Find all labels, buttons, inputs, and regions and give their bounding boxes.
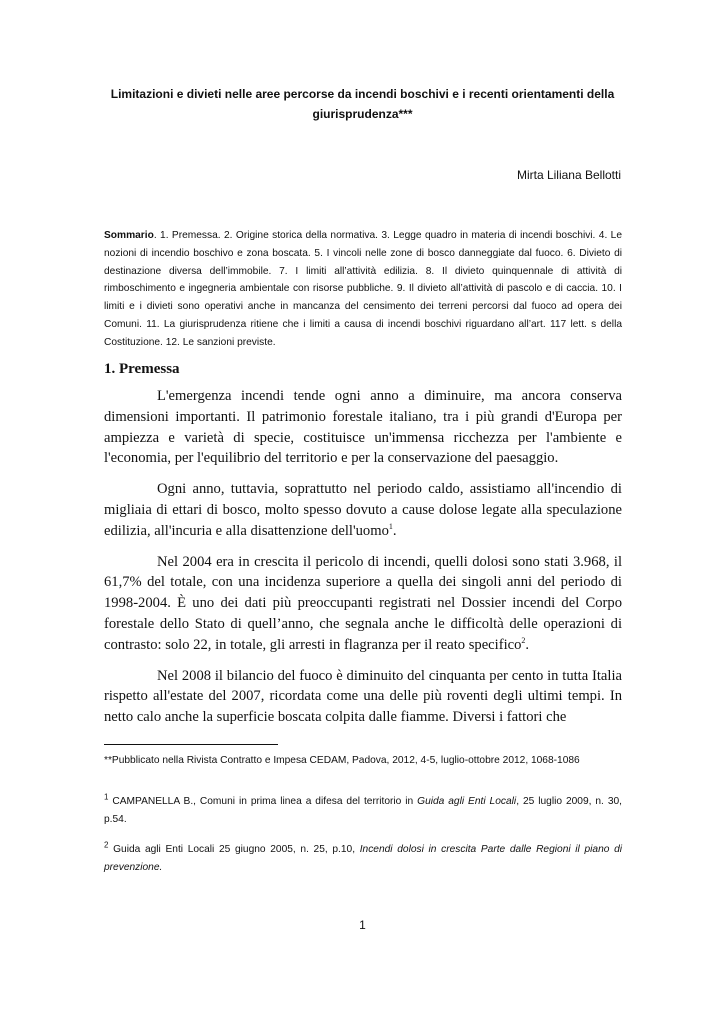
paragraph-end: .	[392, 522, 397, 539]
paragraph	[104, 386, 622, 469]
footnote-separator	[104, 744, 278, 745]
footnote-1	[104, 793, 622, 829]
summary-block	[104, 227, 622, 352]
footnote-number: 2	[104, 840, 109, 850]
footnote-number: 1	[104, 792, 109, 802]
section-heading: 1. Premessa	[104, 361, 180, 377]
footnote-text: Guida agli Enti Locali 25 giugno 2005, n. 25, p.10,	[108, 844, 360, 855]
paragraph-text: Nel 2008 il bilancio del fuoco è diminuito del cinquanta per cento in tutta Italia rispetto all'estate del 2007, ricordata come una delle più roventi degli ultimi tempi. In netto calo anche la superficie boscata colpita dalle fiamme. Diversi i fattori che	[104, 667, 622, 726]
footnote-text: CAMPANELLA B., Comuni in prima linea a difesa del territorio in	[108, 796, 418, 807]
paragraph	[104, 552, 622, 656]
footnote-italic: Guida agli Enti Locali	[417, 796, 517, 807]
footnote-2	[104, 841, 622, 877]
paragraph-text: Nel 2004 era in crescita il pericolo di incendi, quelli dolosi sono stati 3.968, il 61,7% del totale, con una incidenza superiore a quella dei singoli anni del periodo di 1998-2004. È uno dei dati più preoccupanti registrati nel Dossier incendi del Corpo forestale dello Stato di quell’anno, che segnala anche le difficoltà delle operazioni di contrasto: solo 22, in totale, gli arresti in flagranza per il reato specifico	[104, 553, 622, 653]
footnote-tail: , 25 luglio 2009, n. 30, p.54.	[104, 796, 622, 825]
paragraph	[104, 479, 622, 541]
footnote-publication: **Pubblicato nella Rivista Contratto e Impesa CEDAM, Padova, 2012, 4-5, luglio-ottobre 2012, 1068-1086	[104, 755, 580, 766]
page-number: 1	[359, 918, 366, 932]
author-name: Mirta Liliana Bellotti	[516, 168, 621, 182]
paragraph-end: .	[525, 636, 530, 653]
paragraph-text: L'emergenza incendi tende ogni anno a diminuire, ma ancora conserva dimensioni importanti. Il patrimonio forestale italiano, tra i più grandi d'Europa per ampiezza e varietà di specie, costituisce un'immensa ricchezza per l'ambiente e l'economia, per l'equilibrio del territorio e per la conservazione del paesaggio.	[104, 388, 622, 467]
body-text	[104, 386, 622, 738]
paragraph	[104, 666, 622, 728]
paragraph-text: Ogni anno, tuttavia, soprattutto nel periodo caldo, assistiamo all'incendio di migliaia di ettari di bosco, molto spesso dovuto a cause dolose legate alla speculazione edilizia, all'incuria e alla disattenzione dell'uomo	[104, 481, 622, 539]
footnote-ref[interactable]: 1	[388, 521, 393, 531]
summary-text: . 1. Premessa. 2. Origine storica della normativa. 3. Legge quadro in materia di incendi boschivi. 4. Le nozioni di incendio boschivo e zona boscata. 5. I vincoli nelle zone di bosco danneggiate dal fuoco. 6. Divieto di destinazione diversa dell’immobile. 7. I limiti all’attività edilizia. 8. Il divieto quinquennale di attività di rimboschimento e ingegneria ambientale con risorse pubbliche. 9. Il divieto all’attività di pascolo e di caccia. 10. I limiti e i divieti sono operativi anche in mancanza del censimento dei terreni percorsi dal fuoco ad opera dei Comuni. 11. La giurisprudenza ritiene che i limiti a causa di incendi boschivi riguardano all’art. 117 lett. s della Costituzione. 12. Le sanzioni previste.	[104, 230, 622, 348]
footnote-italic: Incendi dolosi in crescita Parte dalle Regioni il piano di prevenzione.	[104, 844, 622, 873]
summary-label: Sommario	[104, 230, 154, 241]
footnote-ref[interactable]: 2	[521, 635, 526, 645]
document-title: Limitazioni e divieti nelle aree percorse da incendi boschivi e i recenti orientamenti della giurisprudenza***	[110, 87, 615, 121]
